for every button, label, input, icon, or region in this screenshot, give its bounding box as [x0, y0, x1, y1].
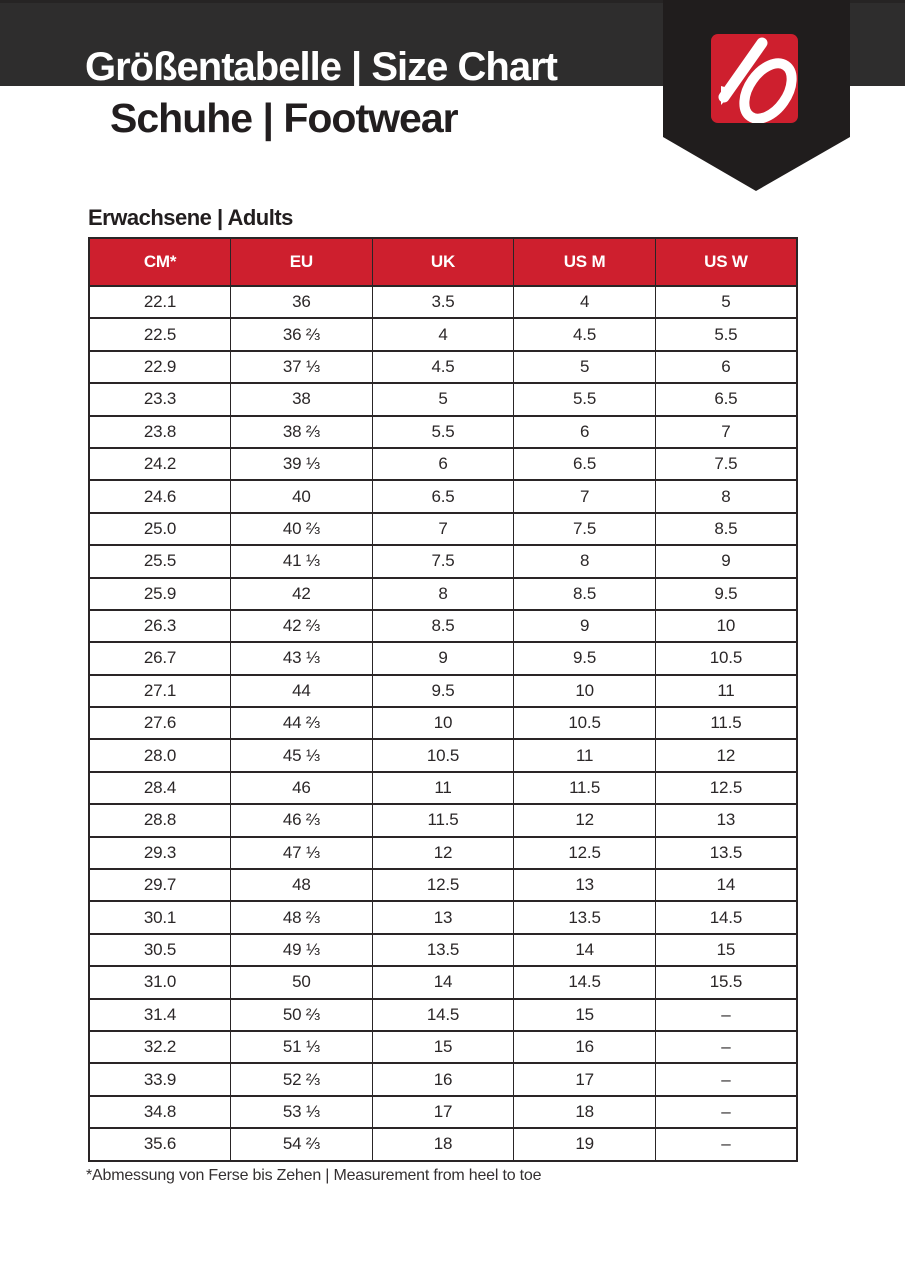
table-row	[89, 804, 797, 836]
page-title: Größentabelle | Size Chart	[85, 45, 557, 89]
table-cell: 9	[372, 642, 514, 674]
table-cell: 18	[514, 1096, 656, 1128]
table-cell: 4.5	[514, 318, 656, 350]
table-cell: 15	[655, 934, 797, 966]
table-row	[89, 545, 797, 577]
table-cell: 16	[514, 1031, 656, 1063]
table-cell: 27.1	[89, 675, 231, 707]
table-cell: 14	[655, 869, 797, 901]
table-cell: 45 ⅓	[231, 739, 373, 771]
table-row	[89, 351, 797, 383]
table-row	[89, 869, 797, 901]
size-table-header-row	[89, 238, 797, 286]
table-cell: 54 ⅔	[231, 1128, 373, 1160]
table-cell: 7.5	[655, 448, 797, 480]
table-cell: 12.5	[372, 869, 514, 901]
table-cell: 29.7	[89, 869, 231, 901]
table-cell: 10.5	[372, 739, 514, 771]
section-heading: Erwachsene | Adults	[88, 205, 293, 230]
table-row	[89, 642, 797, 674]
table-row	[89, 934, 797, 966]
table-cell: 48 ⅔	[231, 901, 373, 933]
table-cell: 25.5	[89, 545, 231, 577]
table-row	[89, 480, 797, 512]
table-cell: 14.5	[372, 999, 514, 1031]
page-subtitle: Schuhe | Footwear	[110, 95, 458, 141]
table-cell: 23.3	[89, 383, 231, 415]
table-cell: 17	[514, 1063, 656, 1095]
table-cell: 24.2	[89, 448, 231, 480]
table-cell: 8	[372, 578, 514, 610]
table-cell: 9	[655, 545, 797, 577]
table-cell: 33.9	[89, 1063, 231, 1095]
table-cell: 13	[514, 869, 656, 901]
table-cell: 26.7	[89, 642, 231, 674]
table-cell: 29.3	[89, 837, 231, 869]
table-row	[89, 772, 797, 804]
table-cell: 9.5	[514, 642, 656, 674]
table-row	[89, 901, 797, 933]
table-cell: 4	[372, 318, 514, 350]
table-cell: 31.0	[89, 966, 231, 998]
table-cell: 10.5	[514, 707, 656, 739]
table-cell: 5	[655, 286, 797, 318]
table-cell: 8	[655, 480, 797, 512]
table-cell: 27.6	[89, 707, 231, 739]
table-row	[89, 1063, 797, 1095]
table-row	[89, 739, 797, 771]
table-cell: 30.1	[89, 901, 231, 933]
table-cell: 17	[372, 1096, 514, 1128]
table-cell: 44 ⅔	[231, 707, 373, 739]
table-row	[89, 1128, 797, 1160]
table-cell: –	[655, 1063, 797, 1095]
table-row	[89, 707, 797, 739]
table-row	[89, 448, 797, 480]
table-cell: 49 ⅓	[231, 934, 373, 966]
table-cell: –	[655, 1031, 797, 1063]
footnote: *Abmessung von Ferse bis Zehen | Measurement from heel to toe	[86, 1167, 542, 1184]
table-cell: 8.5	[514, 578, 656, 610]
table-cell: 13.5	[514, 901, 656, 933]
table-cell: 6	[372, 448, 514, 480]
table-row	[89, 610, 797, 642]
table-cell: 26.3	[89, 610, 231, 642]
table-cell: 6.5	[514, 448, 656, 480]
table-row	[89, 999, 797, 1031]
column-header-us-w: US W	[655, 238, 797, 286]
table-cell: 6.5	[372, 480, 514, 512]
size-table-body	[89, 286, 797, 1161]
five-ten-logo	[711, 34, 798, 123]
table-cell: 11.5	[514, 772, 656, 804]
table-cell: 48	[231, 869, 373, 901]
table-cell: 53 ⅓	[231, 1096, 373, 1128]
table-cell: 28.8	[89, 804, 231, 836]
table-cell: 47 ⅓	[231, 837, 373, 869]
column-header-us-m: US M	[514, 238, 656, 286]
table-cell: 13.5	[655, 837, 797, 869]
table-cell: 51 ⅓	[231, 1031, 373, 1063]
table-cell: 7.5	[514, 513, 656, 545]
table-cell: 5.5	[514, 383, 656, 415]
table-cell: 10	[655, 610, 797, 642]
table-cell: 25.0	[89, 513, 231, 545]
table-cell: 13	[655, 804, 797, 836]
table-cell: 7	[514, 480, 656, 512]
table-row	[89, 578, 797, 610]
table-cell: 15	[514, 999, 656, 1031]
table-cell: 11	[655, 675, 797, 707]
table-cell: 13	[372, 901, 514, 933]
size-table	[88, 237, 798, 1162]
table-cell: 40	[231, 480, 373, 512]
table-cell: 36 ⅔	[231, 318, 373, 350]
table-cell: 12.5	[655, 772, 797, 804]
table-cell: 15	[372, 1031, 514, 1063]
table-cell: 46 ⅔	[231, 804, 373, 836]
table-row	[89, 416, 797, 448]
table-cell: 7	[655, 416, 797, 448]
table-cell: 9.5	[372, 675, 514, 707]
table-row	[89, 383, 797, 415]
table-cell: 8.5	[372, 610, 514, 642]
table-cell: 30.5	[89, 934, 231, 966]
table-cell: 38 ⅔	[231, 416, 373, 448]
table-cell: 12	[514, 804, 656, 836]
table-cell: 12	[372, 837, 514, 869]
table-cell: 5	[372, 383, 514, 415]
table-cell: 10.5	[655, 642, 797, 674]
table-cell: 12	[655, 739, 797, 771]
table-cell: 6	[514, 416, 656, 448]
table-cell: –	[655, 1128, 797, 1160]
table-cell: 25.9	[89, 578, 231, 610]
table-cell: 38	[231, 383, 373, 415]
table-cell: 34.8	[89, 1096, 231, 1128]
table-cell: 28.4	[89, 772, 231, 804]
table-cell: 22.1	[89, 286, 231, 318]
table-cell: 43 ⅓	[231, 642, 373, 674]
table-cell: 42 ⅔	[231, 610, 373, 642]
table-cell: 18	[372, 1128, 514, 1160]
table-cell: 8.5	[655, 513, 797, 545]
table-cell: 16	[372, 1063, 514, 1095]
table-cell: 50 ⅔	[231, 999, 373, 1031]
table-cell: 4	[514, 286, 656, 318]
table-cell: 41 ⅓	[231, 545, 373, 577]
table-cell: 8	[514, 545, 656, 577]
column-header-cm: CM*	[89, 238, 231, 286]
table-cell: 35.6	[89, 1128, 231, 1160]
table-cell: 46	[231, 772, 373, 804]
table-row	[89, 966, 797, 998]
table-cell: 22.9	[89, 351, 231, 383]
table-cell: 31.4	[89, 999, 231, 1031]
table-cell: 32.2	[89, 1031, 231, 1063]
table-cell: –	[655, 999, 797, 1031]
table-cell: 19	[514, 1128, 656, 1160]
table-cell: 5	[514, 351, 656, 383]
table-cell: 11.5	[372, 804, 514, 836]
table-cell: 15.5	[655, 966, 797, 998]
table-row	[89, 1096, 797, 1128]
table-cell: 3.5	[372, 286, 514, 318]
table-cell: 10	[372, 707, 514, 739]
table-row	[89, 1031, 797, 1063]
table-row	[89, 837, 797, 869]
table-cell: 6	[655, 351, 797, 383]
table-cell: 12.5	[514, 837, 656, 869]
table-cell: 40 ⅔	[231, 513, 373, 545]
table-cell: 14	[372, 966, 514, 998]
table-cell: 14.5	[514, 966, 656, 998]
table-cell: 24.6	[89, 480, 231, 512]
table-cell: 37 ⅓	[231, 351, 373, 383]
table-cell: 5.5	[655, 318, 797, 350]
table-cell: 52 ⅔	[231, 1063, 373, 1095]
table-row	[89, 318, 797, 350]
column-header-eu: EU	[231, 238, 373, 286]
table-cell: 7.5	[372, 545, 514, 577]
table-cell: 6.5	[655, 383, 797, 415]
table-row	[89, 286, 797, 318]
table-cell: 39 ⅓	[231, 448, 373, 480]
table-row	[89, 513, 797, 545]
table-cell: 36	[231, 286, 373, 318]
table-cell: 14	[514, 934, 656, 966]
table-cell: 44	[231, 675, 373, 707]
table-cell: 13.5	[372, 934, 514, 966]
table-cell: 11	[514, 739, 656, 771]
table-row	[89, 675, 797, 707]
table-cell: 14.5	[655, 901, 797, 933]
table-cell: 28.0	[89, 739, 231, 771]
table-cell: –	[655, 1096, 797, 1128]
table-cell: 4.5	[372, 351, 514, 383]
table-cell: 11	[372, 772, 514, 804]
table-cell: 50	[231, 966, 373, 998]
column-header-uk: UK	[372, 238, 514, 286]
table-cell: 11.5	[655, 707, 797, 739]
table-cell: 10	[514, 675, 656, 707]
table-cell: 23.8	[89, 416, 231, 448]
table-cell: 22.5	[89, 318, 231, 350]
table-cell: 5.5	[372, 416, 514, 448]
table-cell: 9	[514, 610, 656, 642]
table-cell: 7	[372, 513, 514, 545]
table-cell: 9.5	[655, 578, 797, 610]
table-cell: 42	[231, 578, 373, 610]
